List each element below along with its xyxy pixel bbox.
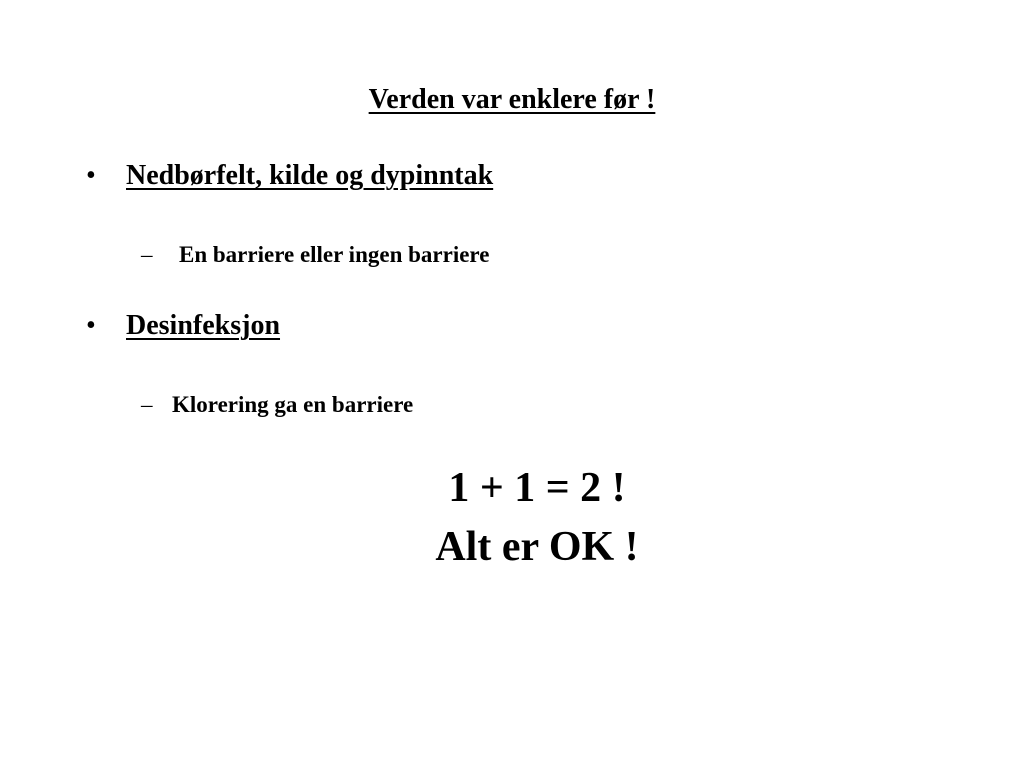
- dash-icon: –: [141, 392, 153, 417]
- slide-title: Verden var enklere før !: [368, 84, 656, 115]
- bullet-label: Nedbørfelt, kilde og dypinntak: [126, 160, 494, 191]
- conclusion-text: Alt er OK !: [435, 524, 639, 570]
- bullet-dot-icon: •: [86, 160, 96, 191]
- bullet-label: Desinfeksjon: [126, 310, 281, 341]
- equation-text: 1 + 1 = 2 !: [448, 465, 626, 511]
- dash-icon: –: [141, 242, 153, 267]
- sub-bullet-label: Klorering ga en barriere: [172, 392, 414, 417]
- sub-bullet-label: En barriere eller ingen barriere: [179, 242, 490, 267]
- bullet-dot-icon: •: [86, 310, 96, 341]
